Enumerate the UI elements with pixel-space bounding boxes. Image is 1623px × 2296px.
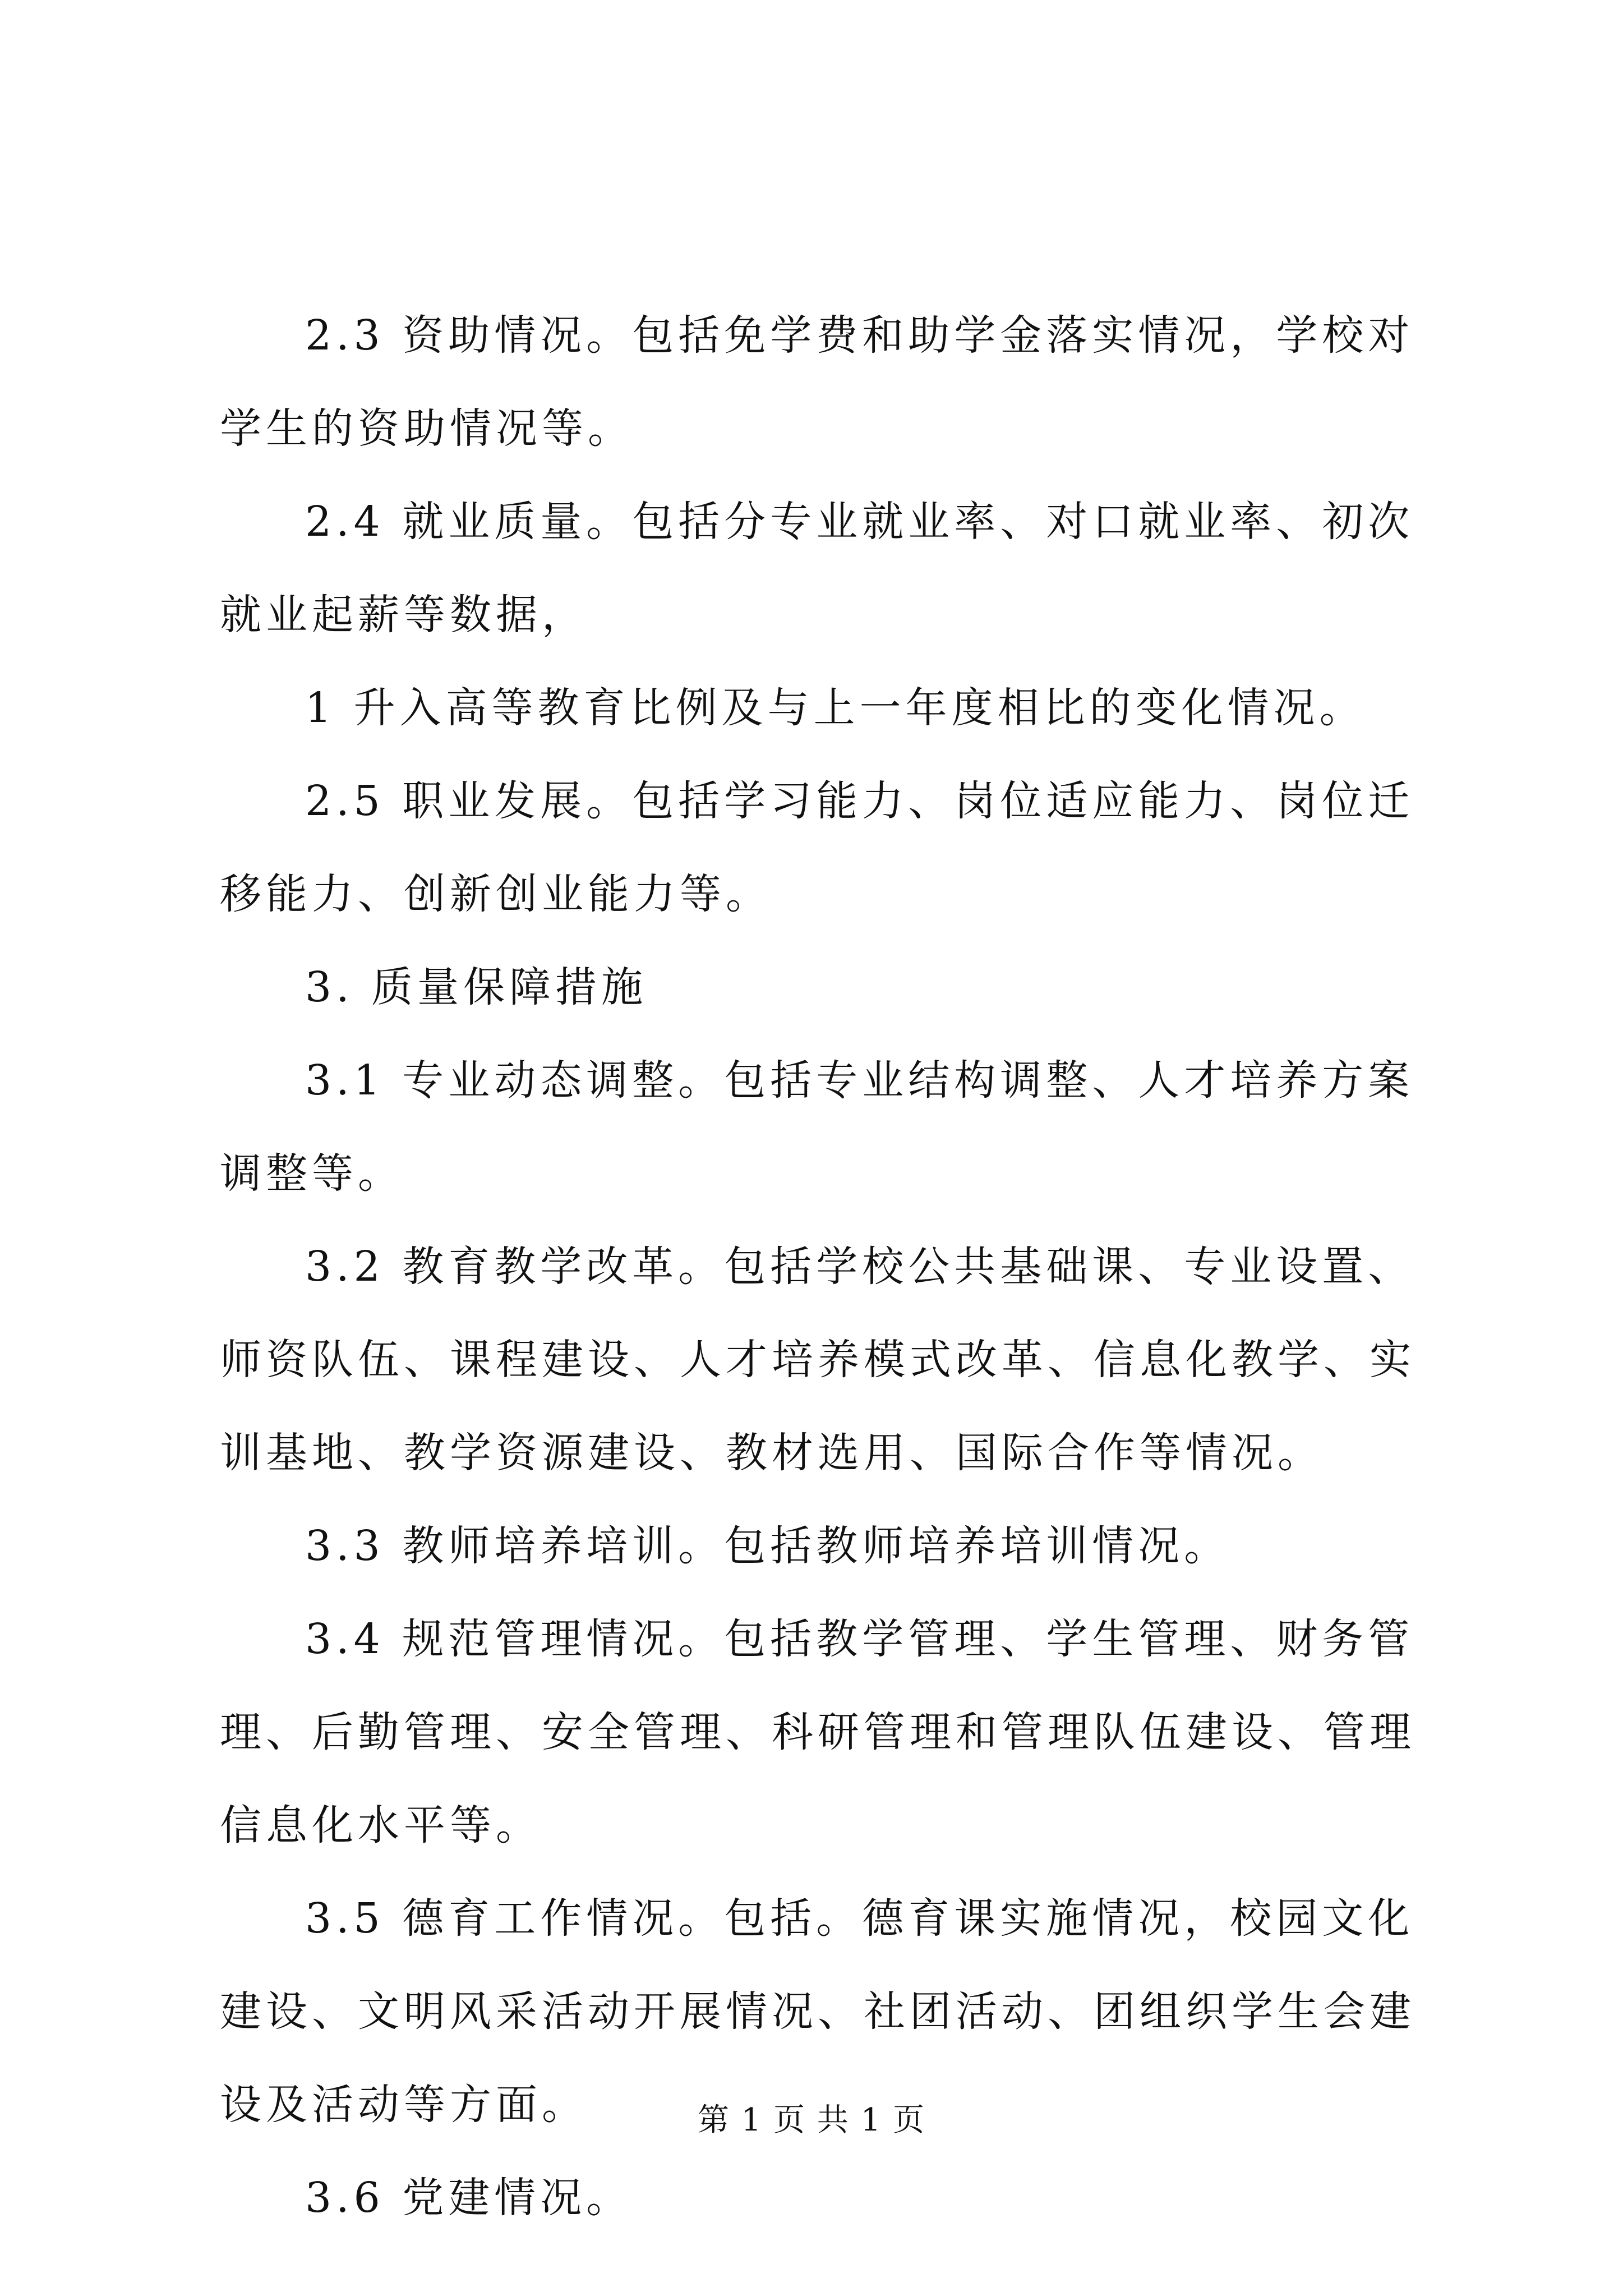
paragraph-higher-education-ratio: 1 升入高等教育比例及与上一年度相比的变化情况。 bbox=[305, 684, 1366, 732]
paragraph-3-5-moral-education: 3.5 德育工作情况。包括。德育课实施情况，校园文化建设、文明风采活动开展情况、社团活动、团组织学生会建设及活动等方面。 bbox=[220, 1894, 1415, 2129]
document-body bbox=[220, 289, 1426, 2244]
paragraph-3-1-major-adjustment: 3.1 专业动态调整。包括专业结构调整、人才培养方案调整等。 bbox=[220, 1056, 1414, 1198]
paragraph-3-2-teaching-reform: 3.2 教育教学改革。包括学校公共基础课、专业设置、师资队伍、课程建设、人才培养模式改革、信息化教学、实训基地、教学资源建设、教材选用、国际合作等情况。 bbox=[220, 1243, 1415, 1477]
paragraph-2-5-career: 2.5 职业发展。包括学习能力、岗位适应能力、岗位迁移能力、创新创业能力等。 bbox=[220, 777, 1414, 918]
paragraph-3-4-management: 3.4 规范管理情况。包括教学管理、学生管理、财务管理、后勤管理、安全管理、科研管理和管理队伍建设、管理信息化水平等。 bbox=[220, 1615, 1415, 1849]
paragraph-3-6-party-building: 3.6 党建情况。 bbox=[305, 2174, 633, 2222]
paragraph-2-3-funding: 2.3 资助情况。包括免学费和助学金落实情况，学校对学生的资助情况等。 bbox=[220, 311, 1414, 453]
paragraph-2-4-employment: 2.4 就业质量。包括分专业就业率、对口就业率、初次就业起薪等数据， bbox=[220, 498, 1414, 639]
section-heading-quality-assurance: 3. 质量保障措施 bbox=[305, 963, 648, 1011]
paragraph-3-3-teacher-training: 3.3 教师培养培训。包括教师培养培训情况。 bbox=[305, 1522, 1230, 1570]
page-footer: 第 1 页 共 1 页 bbox=[697, 2102, 926, 2138]
